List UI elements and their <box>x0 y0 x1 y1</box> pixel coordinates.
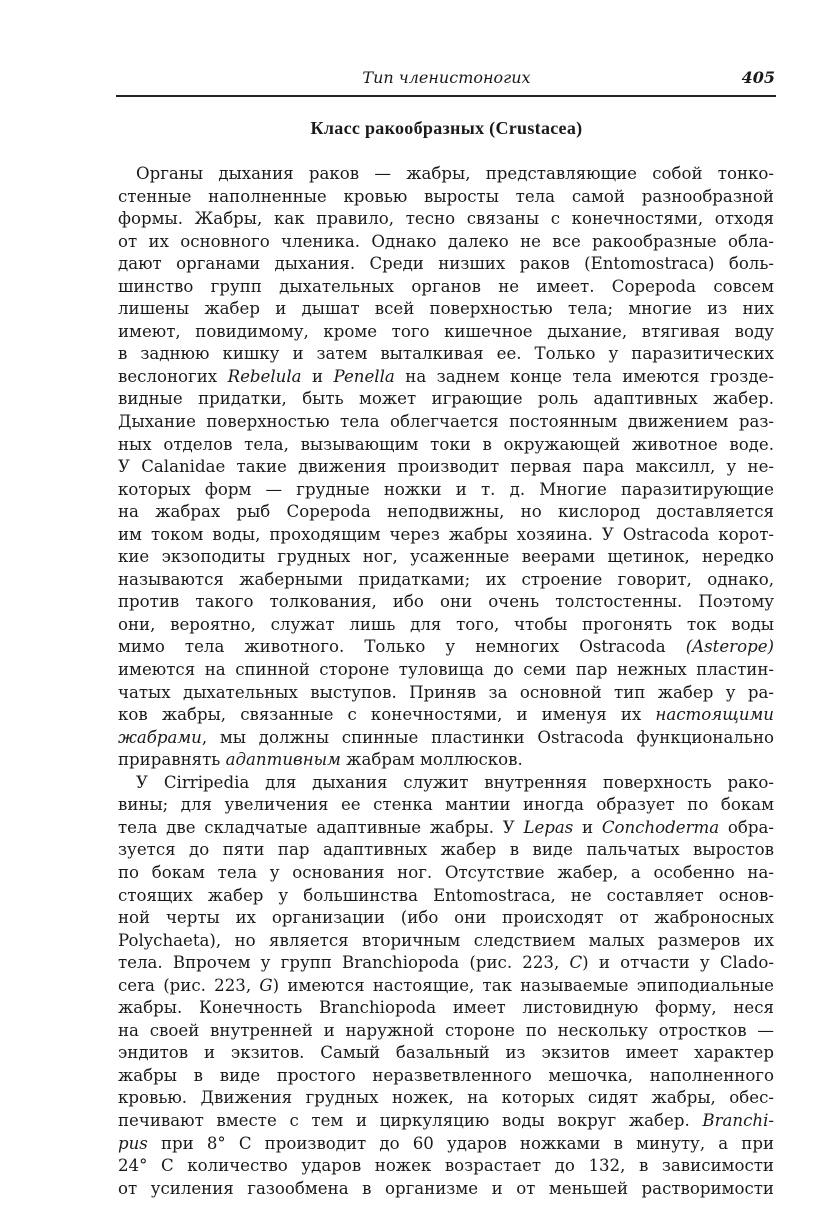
text-run: при 8° C производит до 60 ударов ножками в минуту, а при <box>147 1133 774 1153</box>
text-run: дают органами дыхания. Среди низших раков (Entomostraca) боль- <box>118 254 774 274</box>
text-run: Дыхание поверхностью тела облегчается постоянным движением раз- <box>118 412 774 432</box>
text-run: веслоногих <box>118 366 228 386</box>
text-run: эндитов и экзитов. Самый базальный из экзитов имеет характер <box>118 1043 774 1063</box>
text-run: кие экзоподиты грудных ног, усаженные веерами щетинок, нередко <box>118 547 774 567</box>
text-run: мимо тела животного. Только у немногих Ostracoda <box>118 637 686 657</box>
italic-term: C <box>569 953 583 973</box>
text-line <box>118 501 774 524</box>
text-run: cera (рис. 223, <box>118 975 260 995</box>
text-line <box>118 366 774 389</box>
text-line <box>118 636 774 659</box>
text-line <box>118 546 774 569</box>
text-run: зуется до пяти пар адаптивных жабер в виде пальчатых выростов <box>118 840 774 860</box>
text-run: имеют, повидимому, кроме того кишечное дыхание, втягивая воду <box>118 321 774 341</box>
text-run: по бокам тела у основания ног. Отсутствие жабер, а особенно на- <box>118 862 774 882</box>
italic-term: жабрами <box>118 727 202 747</box>
text-line <box>118 1065 774 1088</box>
text-line <box>118 614 774 637</box>
text-run: чатых дыхательных выступов. Приняв за основной тип жабер у ра- <box>118 682 774 702</box>
text-run: 24° C количество ударов ножек возрастает до 132, в зависимости <box>118 1156 774 1176</box>
italic-term: (Asterope) <box>685 637 774 657</box>
italic-term: Branchi- <box>702 1110 774 1130</box>
text-run: кровью. Движения грудных ножек, на которых сидят жабры, обес- <box>118 1088 774 1108</box>
text-run: вины; для увеличения ее стенка мантии иногда образует по бокам <box>118 795 774 815</box>
running-header <box>118 68 775 92</box>
text-run: Polychaeta), но является вторичным следствием малых размеров их <box>118 930 774 950</box>
text-line <box>118 975 774 998</box>
running-title: Тип членистоногих <box>362 68 531 87</box>
italic-term: настоящими <box>655 705 774 725</box>
text-run: приравнять <box>118 750 226 770</box>
italic-term: pus <box>118 1133 148 1153</box>
text-line <box>118 727 774 750</box>
text-run: Органы дыхания раков — жабры, представляющие собой тонко- <box>136 164 774 183</box>
text-line <box>118 276 774 299</box>
text-run: и <box>301 366 334 386</box>
text-run: на заднем конце тела имеются грозде- <box>394 366 774 386</box>
text-line <box>118 997 774 1020</box>
text-run: ) и отчасти у Clado- <box>582 953 774 973</box>
italic-term: Conchoderma <box>601 817 720 837</box>
text-line <box>118 1178 774 1201</box>
text-line <box>118 253 774 276</box>
text-run: жабры. Конечность Branchiopoda имеет листовидную форму, неся <box>118 998 774 1018</box>
text-line <box>118 411 774 434</box>
text-run: стоящих жабер у большинства Entomostraca, не составляет основ- <box>118 885 774 905</box>
text-line <box>118 659 774 682</box>
text-line <box>118 1087 774 1110</box>
text-line <box>118 591 774 614</box>
text-run: жабры в виде простого неразветвленного мешочка, наполненного <box>118 1065 774 1085</box>
italic-term: Rebelula <box>227 366 302 386</box>
text-line <box>118 456 774 479</box>
text-line <box>118 952 774 975</box>
text-line <box>118 1155 774 1178</box>
page-number: 405 <box>741 68 775 87</box>
text-line <box>118 1133 774 1156</box>
text-run: стенные наполненные кровью выросты тела самой разнообразной <box>118 186 774 206</box>
text-run: на своей внутренней и наружной стороне по нескольку отростков — <box>118 1020 774 1040</box>
text-run: от усиления газообмена в организме и от меньшей растворимости <box>118 1178 774 1198</box>
italic-term: Lepas <box>523 817 574 837</box>
italic-term: G <box>259 975 273 995</box>
text-line <box>118 231 774 254</box>
text-line <box>118 1110 774 1133</box>
text-run: У Calanidae такие движения производит первая пара максилл, у не- <box>118 457 774 477</box>
text-line <box>118 1020 774 1043</box>
text-run: тела. Впрочем у групп Branchiopoda (рис. 223, <box>118 953 570 973</box>
text-line <box>118 862 774 885</box>
body-text <box>118 163 774 1200</box>
text-line <box>118 343 774 366</box>
text-line <box>118 749 774 772</box>
text-line <box>118 682 774 705</box>
text-line <box>118 321 774 344</box>
text-run: формы. Жабры, как правило, тесно связаны с конечностями, отходя <box>118 209 774 229</box>
section-title: Класс ракообразных (Crustacea) <box>310 118 583 138</box>
text-line <box>118 817 774 840</box>
text-line <box>118 930 774 953</box>
text-line <box>118 772 774 795</box>
text-run: У Cirripedia для дыхания служит внутренняя поверхность рако- <box>136 772 774 792</box>
text-line <box>118 569 774 592</box>
text-line <box>118 163 774 186</box>
text-run: обра- <box>719 817 774 837</box>
text-run: ных отделов тела, вызывающим токи в окружающей животное воде. <box>118 434 774 454</box>
text-run: им током воды, проходящим через жабры хозяина. У Ostracoda корот- <box>118 524 774 544</box>
header-rule <box>116 95 776 97</box>
text-line <box>118 907 774 930</box>
text-line <box>118 839 774 862</box>
text-line <box>118 1042 774 1065</box>
text-line <box>118 794 774 817</box>
text-run: имеются на спинной стороне туловища до семи пар нежных пластин- <box>118 660 774 680</box>
text-line <box>118 186 774 209</box>
text-line <box>118 298 774 321</box>
text-run: на жабрах рыб Copepoda неподвижны, но кислород доставляется <box>118 502 774 522</box>
text-run: ков жабры, связанные с конечностями, и именуя их <box>118 705 656 725</box>
text-line <box>118 208 774 231</box>
text-run: в заднюю кишку и затем выталкивая ее. Только у паразитических <box>118 344 774 364</box>
text-run: видные придатки, быть может играющие роль адаптивных жабер. <box>118 389 774 409</box>
text-line <box>118 704 774 727</box>
text-run: против такого толкования, ибо они очень толстостенны. Поэтому <box>118 592 774 612</box>
text-run: ) имеются настоящие, так называемые эпиподиальные <box>272 975 774 995</box>
text-run: печивают вместе с тем и циркуляцию воды вокруг жабер. <box>118 1110 703 1130</box>
text-run: тела две складчатые адаптивные жабры. У <box>118 817 524 837</box>
text-run: лишены жабер и дышат всей поверхностью тела; многие из них <box>118 299 774 319</box>
text-run: шинство групп дыхательных органов не имеет. Copepoda совсем <box>118 276 774 296</box>
text-line <box>118 885 774 908</box>
text-run: ной черты их организации (ибо они происходят от жаброносных <box>118 908 774 928</box>
text-line <box>118 434 774 457</box>
text-line <box>118 388 774 411</box>
text-run: которых форм — грудные ножки и т. д. Многие паразитирующие <box>118 479 774 499</box>
text-run: называются жаберными придатками; их строение говорит, однако, <box>118 569 774 589</box>
text-line <box>118 524 774 547</box>
italic-term: адаптивным <box>225 750 341 770</box>
italic-term: Penella <box>333 366 395 386</box>
text-run: жабрам моллюсков. <box>340 750 523 770</box>
text-line <box>118 479 774 502</box>
text-run: и <box>573 817 602 837</box>
text-run: от их основного членика. Однако далеко не все ракообразные обла- <box>118 231 774 251</box>
text-run: , мы должны спинные пластинки Ostracoda функционально <box>201 727 774 747</box>
text-run: они, вероятно, служат лишь для того, чтобы прогонять ток воды <box>118 614 774 634</box>
